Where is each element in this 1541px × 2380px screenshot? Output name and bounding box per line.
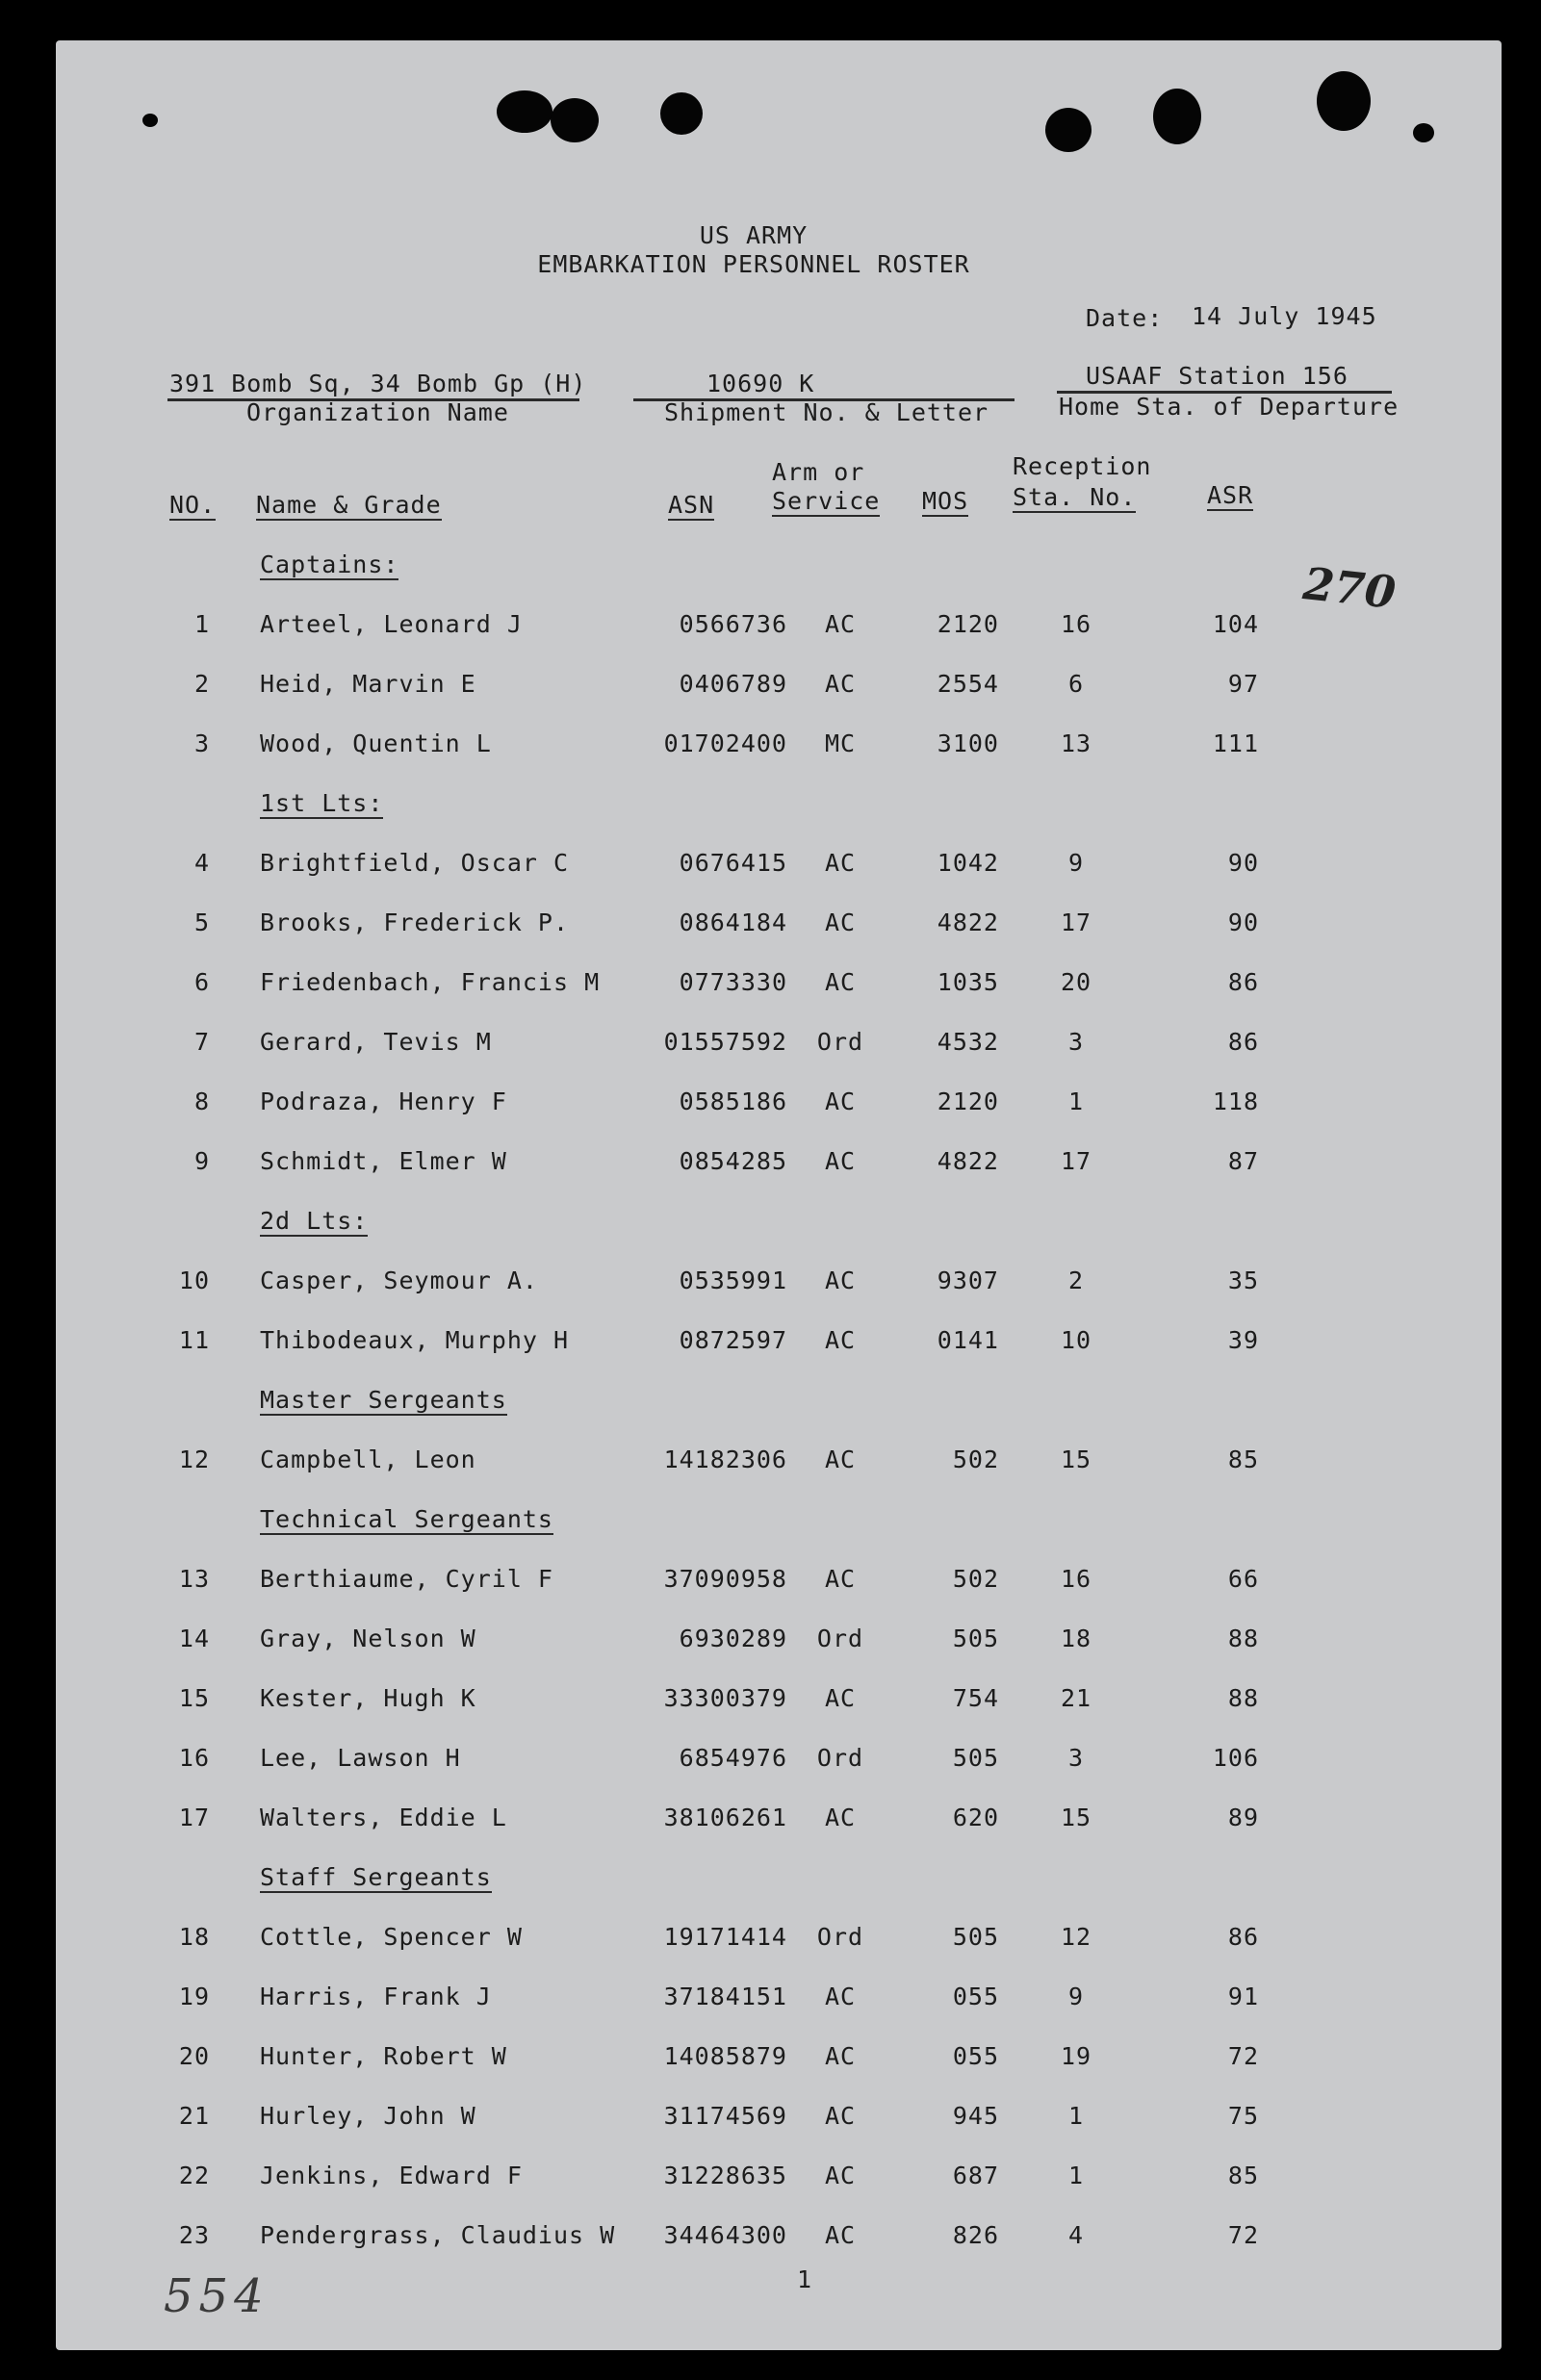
- section-heading: Captains:: [260, 550, 399, 578]
- row-mos: 687: [952, 2162, 999, 2189]
- row-reception-station: 3: [1067, 1744, 1085, 1772]
- punch-hole-icon: [551, 98, 599, 142]
- row-name-grade: Gray, Nelson W: [260, 1625, 476, 1652]
- row-arm-service: AC: [824, 2162, 857, 2189]
- row-mos: 826: [952, 2221, 999, 2249]
- row-mos: 505: [952, 1923, 999, 1951]
- row-asn: 0854285: [679, 1147, 787, 1175]
- col-mos: MOS: [922, 487, 969, 515]
- row-asn: 37184151: [663, 1983, 787, 2010]
- row-reception-station: 9: [1067, 849, 1085, 877]
- row-asr: 91: [1227, 1983, 1259, 2010]
- organization-value: 391 Bomb Sq, 34 Bomb Gp (H): [169, 370, 587, 397]
- row-mos: 0141: [937, 1326, 999, 1354]
- row-asn: 0872597: [679, 1326, 787, 1354]
- row-arm-service: AC: [824, 1565, 857, 1593]
- row-reception-station: 17: [1060, 1147, 1092, 1175]
- header-title: US ARMY: [699, 221, 809, 249]
- row-name-grade: Hunter, Robert W: [260, 2042, 507, 2070]
- row-reception-station: 1: [1067, 2162, 1085, 2189]
- row-asn: 0773330: [679, 968, 787, 996]
- row-asn: 0585186: [679, 1088, 787, 1115]
- row-name-grade: Heid, Marvin E: [260, 670, 476, 698]
- row-name-grade: Berthiaume, Cyril F: [260, 1565, 553, 1593]
- row-asr: 72: [1227, 2221, 1259, 2249]
- row-mos: 505: [952, 1625, 999, 1652]
- row-mos: 620: [952, 1804, 999, 1831]
- row-number: 21: [178, 2102, 210, 2130]
- row-reception-station: 4: [1067, 2221, 1085, 2249]
- row-arm-service: AC: [824, 1326, 857, 1354]
- row-mos: 2120: [937, 610, 999, 638]
- row-asr: 111: [1212, 729, 1259, 757]
- row-reception-station: 17: [1060, 908, 1092, 936]
- row-mos: 3100: [937, 729, 999, 757]
- row-arm-service: AC: [824, 670, 857, 698]
- date-label: Date:: [1086, 304, 1164, 332]
- row-number: 3: [193, 729, 210, 757]
- row-asr: 89: [1227, 1804, 1259, 1831]
- row-asr: 86: [1227, 1923, 1259, 1951]
- row-name-grade: Kester, Hugh K: [260, 1684, 476, 1712]
- row-reception-station: 19: [1060, 2042, 1092, 2070]
- row-asr: 86: [1227, 1028, 1259, 1056]
- row-arm-service: AC: [824, 2042, 857, 2070]
- row-name-grade: Podraza, Henry F: [260, 1088, 507, 1115]
- col-name: Name & Grade: [256, 491, 442, 519]
- row-arm-service: AC: [824, 1088, 857, 1115]
- row-number: 13: [178, 1565, 210, 1593]
- row-number: 18: [178, 1923, 210, 1951]
- row-name-grade: Walters, Eddie L: [260, 1804, 507, 1831]
- row-asr: 39: [1227, 1326, 1259, 1354]
- row-arm-service: AC: [824, 1147, 857, 1175]
- row-mos: 502: [952, 1565, 999, 1593]
- col-arm-line2: Service: [772, 487, 881, 515]
- row-name-grade: Brightfield, Oscar C: [260, 849, 570, 877]
- row-arm-service: AC: [824, 1446, 857, 1473]
- row-asn: 38106261: [663, 1804, 787, 1831]
- row-mos: 1035: [937, 968, 999, 996]
- row-asr: 75: [1227, 2102, 1259, 2130]
- row-reception-station: 15: [1060, 1804, 1092, 1831]
- row-name-grade: Lee, Lawson H: [260, 1744, 461, 1772]
- row-mos: 9307: [937, 1267, 999, 1294]
- row-asr: 35: [1227, 1267, 1259, 1294]
- roster-sheet: [56, 40, 1502, 2350]
- row-asr: 85: [1227, 1446, 1259, 1473]
- organization-label: Organization Name: [246, 398, 509, 426]
- row-reception-station: 1: [1067, 2102, 1085, 2130]
- row-reception-station: 21: [1060, 1684, 1092, 1712]
- row-asn: 0566736: [679, 610, 787, 638]
- row-reception-station: 16: [1060, 610, 1092, 638]
- home-station-label: Home Sta. of Departure: [1059, 393, 1400, 421]
- col-asr: ASR: [1207, 481, 1254, 509]
- col-asn: ASN: [668, 491, 715, 519]
- row-asn: 6854976: [679, 1744, 787, 1772]
- row-name-grade: Friedenbach, Francis M: [260, 968, 601, 996]
- row-number: 8: [193, 1088, 210, 1115]
- row-mos: 2554: [937, 670, 999, 698]
- punch-hole-icon: [142, 114, 158, 127]
- shipment-value: 10690 K: [706, 370, 815, 397]
- row-arm-service: Ord: [816, 1744, 864, 1772]
- row-reception-station: 6: [1067, 670, 1085, 698]
- row-asn: 6930289: [679, 1625, 787, 1652]
- row-mos: 4532: [937, 1028, 999, 1056]
- punch-hole-icon: [497, 90, 552, 133]
- col-reception-line2: Sta. No.: [1013, 483, 1137, 511]
- row-asr: 104: [1212, 610, 1259, 638]
- row-name-grade: Brooks, Frederick P.: [260, 908, 570, 936]
- row-number: 7: [193, 1028, 210, 1056]
- row-reception-station: 20: [1060, 968, 1092, 996]
- row-arm-service: AC: [824, 968, 857, 996]
- row-number: 11: [178, 1326, 210, 1354]
- row-mos: 502: [952, 1446, 999, 1473]
- row-asr: 72: [1227, 2042, 1259, 2070]
- row-name-grade: Casper, Seymour A.: [260, 1267, 538, 1294]
- row-reception-station: 3: [1067, 1028, 1085, 1056]
- section-heading: Staff Sergeants: [260, 1863, 492, 1891]
- row-arm-service: AC: [824, 1804, 857, 1831]
- row-number: 17: [178, 1804, 210, 1831]
- row-name-grade: Jenkins, Edward F: [260, 2162, 523, 2189]
- row-asn: 33300379: [663, 1684, 787, 1712]
- row-name-grade: Hurley, John W: [260, 2102, 476, 2130]
- row-asn: 31228635: [663, 2162, 787, 2189]
- handwritten-note-top-right: 270: [1300, 557, 1399, 619]
- row-name-grade: Campbell, Leon: [260, 1446, 476, 1473]
- row-name-grade: Cottle, Spencer W: [260, 1923, 523, 1951]
- punch-hole-icon: [660, 92, 703, 135]
- date-value: 14 July 1945: [1192, 302, 1377, 330]
- row-number: 10: [178, 1267, 210, 1294]
- row-number: 9: [193, 1147, 210, 1175]
- section-heading: Master Sergeants: [260, 1386, 507, 1414]
- row-asr: 90: [1227, 908, 1259, 936]
- row-asn: 0676415: [679, 849, 787, 877]
- row-mos: 505: [952, 1744, 999, 1772]
- handwritten-note-bottom-left: 554: [164, 2269, 270, 2323]
- row-reception-station: 10: [1060, 1326, 1092, 1354]
- row-asn: 01702400: [663, 729, 787, 757]
- row-asr: 97: [1227, 670, 1259, 698]
- home-station-value: USAAF Station 156: [1086, 362, 1348, 390]
- row-number: 6: [193, 968, 210, 996]
- row-asn: 0406789: [679, 670, 787, 698]
- row-mos: 945: [952, 2102, 999, 2130]
- page-number: 1: [797, 2265, 813, 2293]
- row-name-grade: Pendergrass, Claudius W: [260, 2221, 616, 2249]
- row-number: 22: [178, 2162, 210, 2189]
- row-asn: 37090958: [663, 1565, 787, 1593]
- row-asr: 87: [1227, 1147, 1259, 1175]
- shipment-label: Shipment No. & Letter: [664, 398, 989, 426]
- row-reception-station: 12: [1060, 1923, 1092, 1951]
- row-reception-station: 9: [1067, 1983, 1085, 2010]
- section-heading: 1st Lts:: [260, 789, 384, 817]
- row-number: 15: [178, 1684, 210, 1712]
- row-name-grade: Schmidt, Elmer W: [260, 1147, 507, 1175]
- row-asr: 85: [1227, 2162, 1259, 2189]
- col-reception-line1: Reception: [1013, 452, 1152, 480]
- row-number: 16: [178, 1744, 210, 1772]
- punch-hole-icon: [1153, 89, 1201, 144]
- row-asr: 90: [1227, 849, 1259, 877]
- row-asr: 88: [1227, 1625, 1259, 1652]
- punch-hole-icon: [1045, 108, 1092, 152]
- row-mos: 1042: [937, 849, 999, 877]
- row-number: 23: [178, 2221, 210, 2249]
- row-asr: 86: [1227, 968, 1259, 996]
- section-heading: Technical Sergeants: [260, 1505, 553, 1533]
- header-subtitle: EMBARKATION PERSONNEL ROSTER: [537, 250, 970, 278]
- row-arm-service: Ord: [816, 1028, 864, 1056]
- row-name-grade: Gerard, Tevis M: [260, 1028, 492, 1056]
- row-arm-service: AC: [824, 1267, 857, 1294]
- section-heading: 2d Lts:: [260, 1207, 369, 1235]
- row-arm-service: AC: [824, 1983, 857, 2010]
- row-arm-service: MC: [824, 729, 857, 757]
- row-asn: 0864184: [679, 908, 787, 936]
- row-name-grade: Arteel, Leonard J: [260, 610, 523, 638]
- row-number: 4: [193, 849, 210, 877]
- punch-hole-icon: [1317, 71, 1371, 131]
- row-number: 2: [193, 670, 210, 698]
- row-arm-service: AC: [824, 610, 857, 638]
- row-arm-service: AC: [824, 2102, 857, 2130]
- row-arm-service: AC: [824, 2221, 857, 2249]
- row-asn: 01557592: [663, 1028, 787, 1056]
- row-mos: 754: [952, 1684, 999, 1712]
- row-reception-station: 18: [1060, 1625, 1092, 1652]
- row-reception-station: 2: [1067, 1267, 1085, 1294]
- row-arm-service: Ord: [816, 1923, 864, 1951]
- row-asr: 88: [1227, 1684, 1259, 1712]
- row-number: 14: [178, 1625, 210, 1652]
- row-mos: 2120: [937, 1088, 999, 1115]
- row-mos: 4822: [937, 908, 999, 936]
- row-number: 12: [178, 1446, 210, 1473]
- row-number: 5: [193, 908, 210, 936]
- punch-hole-icon: [1413, 123, 1434, 142]
- row-asn: 34464300: [663, 2221, 787, 2249]
- row-reception-station: 13: [1060, 729, 1092, 757]
- row-asn: 31174569: [663, 2102, 787, 2130]
- row-asr: 118: [1212, 1088, 1259, 1115]
- row-arm-service: AC: [824, 908, 857, 936]
- row-number: 20: [178, 2042, 210, 2070]
- row-name-grade: Wood, Quentin L: [260, 729, 492, 757]
- row-arm-service: AC: [824, 849, 857, 877]
- row-reception-station: 15: [1060, 1446, 1092, 1473]
- row-asn: 14182306: [663, 1446, 787, 1473]
- row-asr: 106: [1212, 1744, 1259, 1772]
- row-name-grade: Harris, Frank J: [260, 1983, 492, 2010]
- row-number: 1: [193, 610, 210, 638]
- col-no: NO.: [169, 491, 217, 519]
- row-asn: 14085879: [663, 2042, 787, 2070]
- row-arm-service: AC: [824, 1684, 857, 1712]
- row-asr: 66: [1227, 1565, 1259, 1593]
- row-name-grade: Thibodeaux, Murphy H: [260, 1326, 570, 1354]
- row-asn: 0535991: [679, 1267, 787, 1294]
- row-arm-service: Ord: [816, 1625, 864, 1652]
- row-reception-station: 1: [1067, 1088, 1085, 1115]
- row-mos: 055: [952, 2042, 999, 2070]
- row-reception-station: 16: [1060, 1565, 1092, 1593]
- row-number: 19: [178, 1983, 210, 2010]
- row-asn: 19171414: [663, 1923, 787, 1951]
- col-arm-line1: Arm or: [772, 458, 865, 486]
- row-mos: 055: [952, 1983, 999, 2010]
- row-mos: 4822: [937, 1147, 999, 1175]
